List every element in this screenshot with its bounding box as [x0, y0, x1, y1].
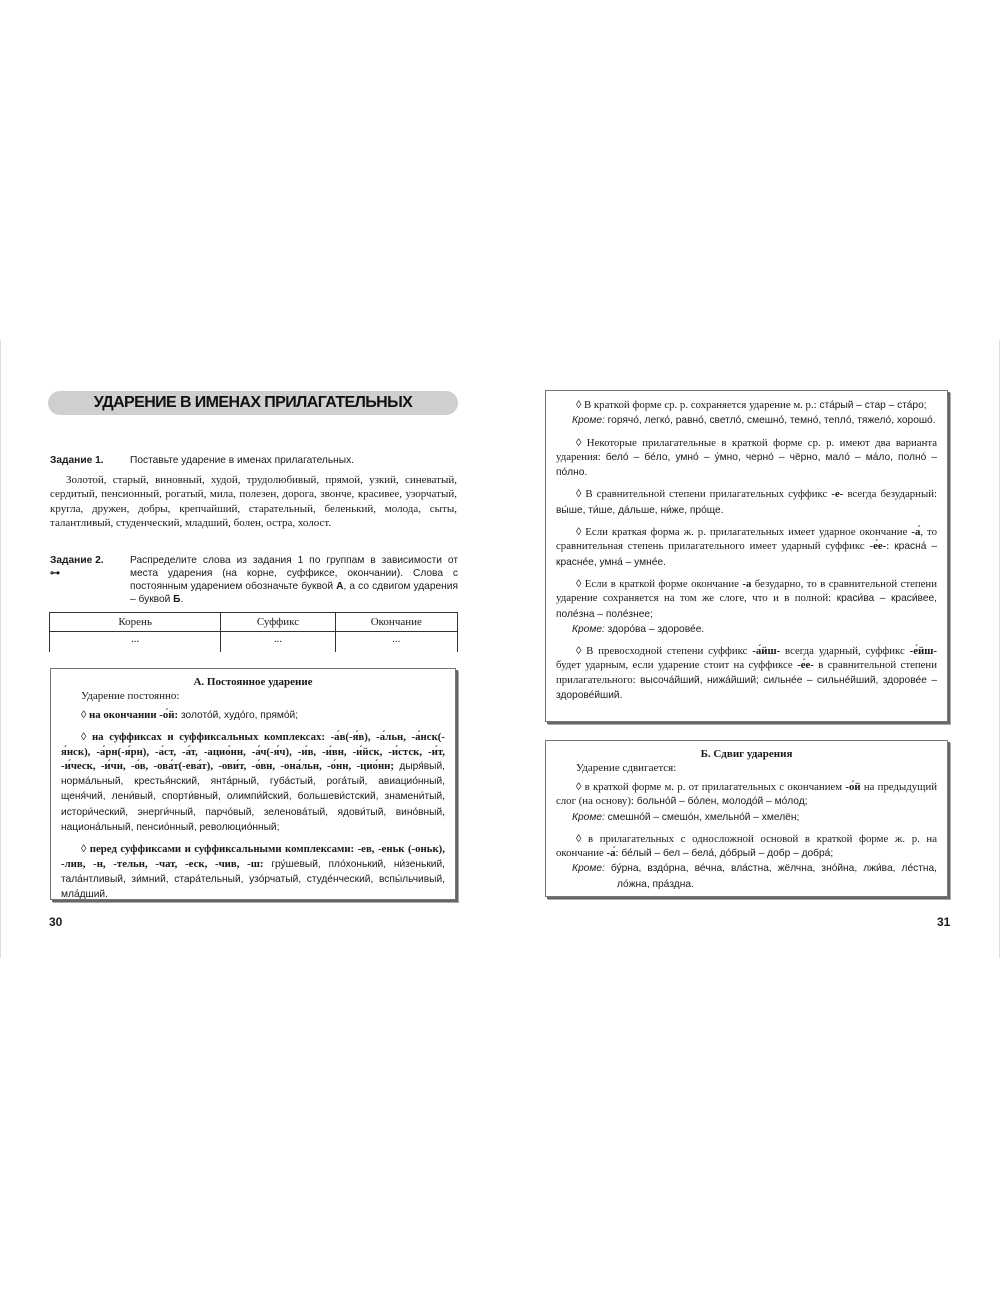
- rule-paragraph: [556, 644, 937, 703]
- task-2-instruction: [130, 554, 458, 606]
- rule-text: -о́й: [845, 781, 861, 793]
- instruction-text: , а со сдвигом ударения – буквой: [130, 581, 458, 605]
- letter-b: Б: [173, 594, 181, 605]
- page-number: 31: [937, 915, 951, 929]
- rule-text: перед суффиксами и суффиксальными комплексами: -ев, -еньк (-оньк), -лив, -н, -тельн, -чат, -еск, -чив, -ш:: [61, 843, 445, 870]
- table-header: Суффикс: [221, 613, 335, 632]
- rule-paragraph: [61, 842, 445, 902]
- task-1: [50, 454, 458, 467]
- rule-paragraph: [61, 708, 445, 723]
- exception-label: Кроме:: [572, 623, 605, 635]
- box-intro: Ударение сдвигается:: [576, 762, 677, 774]
- table-header: Корень: [50, 613, 221, 632]
- example-words: здоро́ва – здорове́е.: [604, 623, 705, 635]
- example-words: золото́й, худо́го, прямо́й;: [178, 710, 299, 721]
- example-words: гру́шевый, пло́хонький, ни́зенький, тала́нтливый, зи́мний, стара́тельный, узо́рчатый, студе́нческий, вспы́льчивый, мла́дший.: [61, 858, 445, 901]
- rule-paragraph: [556, 398, 937, 413]
- rule-text: -е-: [831, 488, 844, 501]
- rule-text: на окончании -о́й:: [89, 709, 179, 721]
- example-words: бело́ – бе́ло, умно́ – у́мно, черно́ – чёрно, мало́ – ма́ло, полно́ – по́лно.: [556, 451, 937, 479]
- box-title: Б. Сдвиг ударения: [700, 748, 793, 760]
- exception-text: [572, 861, 937, 892]
- rule-paragraph: [61, 730, 445, 835]
- box-constant-stress-continued: [545, 390, 948, 722]
- example-words: смешно́й – смешо́н, хмельно́й – хмелён;: [604, 811, 800, 823]
- instruction-text: Распределите слова из задания 1 по группам в зависимости от места ударения (на корне, суффиксе, окончании). Слова с постоянным ударением обозначьте буквой: [130, 555, 458, 592]
- rule-text: ◊ В превосходной степени суффикс: [576, 645, 753, 658]
- instruction-text: .: [180, 594, 184, 605]
- example-words: вы́ше, ти́ше, да́льше, ни́же, про́ще.: [556, 504, 724, 516]
- rule-text: ◊ В краткой форме ср. р. сохраняется ударение м. р.:: [576, 399, 817, 411]
- rule-text: -е́йш-: [909, 645, 937, 658]
- task-1-label: Задание 1.: [50, 455, 104, 466]
- example-words: дыря́вый, норма́льный, крестья́нский, янта́рный, губа́стый, рога́тый, авиацио́нный, щеня́чий, лени́вый, спорти́вный, олимпи́йский, большеви́стский, знамени́тый, истори́ческий, энерги́чный, парчо́вый, зеленова́тый, ядови́тый, вино́вный, национа́льный, пенсио́нный, революцио́нный;: [61, 760, 446, 834]
- rule-text: ◊ Если краткая форма ж. р. прилагательных имеет ударное окончание: [576, 526, 912, 539]
- rule-paragraph: [556, 436, 937, 481]
- rule-paragraph: [556, 487, 937, 518]
- rule-text: ◊ Некоторые прилагательные в краткой форме ср. р. имеют два варианта ударения:: [556, 436, 937, 463]
- rule-text: на предыдущий слог (на основу):: [556, 781, 938, 808]
- rule-paragraph: [556, 577, 937, 622]
- table-header: Окончание: [335, 613, 457, 632]
- exception-paragraph: [556, 810, 937, 825]
- rule-paragraph: [556, 525, 937, 570]
- rule-text: -а́: [911, 526, 921, 539]
- exception-label: Кроме:: [572, 811, 605, 823]
- letter-a: А: [336, 581, 344, 592]
- example-words: ста́рый – стар – ста́ро;: [816, 400, 927, 411]
- exception-text: [572, 810, 937, 825]
- example-words: бе́лый – бел – бела́, до́брый – добр – добра́;: [618, 848, 834, 860]
- rule-text: -е́е-: [869, 540, 887, 553]
- exception-text: [572, 622, 937, 637]
- rule-text: безударно, то в сравнительной степени ударение сохраняется на том же слоге, что и в полной:: [556, 577, 937, 605]
- rule-text: -е́е-: [797, 659, 814, 672]
- rule-paragraph: [556, 832, 937, 862]
- rule-text: ◊ Если в краткой форме окончание: [576, 577, 743, 590]
- rule-list: [61, 708, 445, 903]
- rule-text: -а́: [606, 847, 616, 860]
- rule-paragraph: [556, 780, 937, 810]
- rule-text: в сравнительной степени прилагательного:: [556, 659, 937, 686]
- rule-text: ◊: [81, 709, 90, 721]
- rule-text: -а́йш-: [752, 645, 781, 658]
- example-words: высоча́йший, нижа́йший; сильне́е – сильне́йший, здорове́е – здорове́йший.: [556, 674, 937, 702]
- rule-text: -а: [742, 577, 752, 590]
- table-cell: ...: [335, 632, 457, 653]
- task-2-label: Задание 2.: [50, 555, 104, 566]
- rule-text: , то сравнительная степень прилагательного имеет ударный суффикс: [556, 526, 938, 553]
- exception-paragraph: [556, 861, 937, 892]
- rule-text: ◊ в краткой форме м. р. от прилагательных с окончанием: [576, 781, 846, 793]
- task-1-instruction: Поставьте ударение в именах прилагательных.: [130, 455, 355, 466]
- rule-text: ◊ в прилагательных с односложной основой в краткой форме ж. р. на окончание: [556, 832, 937, 860]
- rule-text: :: [886, 540, 890, 553]
- rule-list: [556, 398, 937, 703]
- rule-text: :: [615, 847, 619, 860]
- example-words: красна́ – красне́е, умна́ – умне́е.: [556, 541, 937, 568]
- exception-label: Кроме:: [572, 415, 605, 427]
- rule-text: всегда ударный, суффикс: [780, 645, 910, 658]
- rule-text: будет ударным, если ударение стоит на суффиксе: [556, 659, 798, 672]
- task-1-words: Золотой, старый, виновный, худой, трудолюбивый, прямой, узкий, синеватый, сердитый, пенсионный, рогатый, мила, полезен, дорога, звонче, красивее, узорчатый, кругла, дружен, добры, крепчайший, старательный, беленький, молода, сыты, талантливый, студенческий, младший, болен, остра, холост.: [50, 474, 457, 530]
- exception-paragraph: [556, 413, 937, 428]
- rule-text: ◊: [81, 731, 92, 744]
- box-title: А. Постоянное ударение: [193, 676, 313, 688]
- rule-text: ◊ В сравнительной степени прилагательных суффикс: [576, 488, 832, 501]
- answer-table: [49, 612, 458, 652]
- key-icon: ⊶: [50, 568, 60, 579]
- exception-paragraph: [556, 622, 937, 637]
- task-2: [50, 554, 458, 606]
- table-cell: ...: [221, 632, 335, 653]
- table-cell: ...: [50, 632, 221, 653]
- box-constant-stress: [50, 668, 456, 900]
- exception-text: [572, 413, 937, 428]
- rule-text: ◊: [81, 843, 90, 856]
- rule-list: [556, 780, 937, 892]
- example-words: горячо́, легко́, равно́, светло́, смешно́, темно́, тепло́, тяжело́, хорошо́.: [604, 415, 936, 427]
- section-title: УДАРЕНИЕ В ИМЕНАХ ПРИЛАГАТЕЛЬНЫХ: [48, 391, 458, 415]
- box-stress-shift: [545, 740, 948, 897]
- page-number: 30: [49, 915, 63, 929]
- rule-text: на суффиксах и суффиксальных комплексах: -а́в(-я́в), -а́льн, -а́нск(-я́нск), -а́рн(-я́рн), -а́ст, -а́т, -ацио́нн, -а́ч(-я́ч), -и́в, -и́вн, -и́йск, -и́стск, -и́т, -и́ческ, -и́чн, -о́в, -ова́т(-ева́т), -ови́т, -о́вн, -она́льн, -о́нн, -цио́нн;: [61, 731, 445, 772]
- rule-text: всегда безударный:: [843, 488, 937, 501]
- example-words: больно́й – бо́лен, молодо́й – мо́лод;: [633, 796, 808, 808]
- example-words: бу́рна, вздо́рна, ве́чна, вла́стна, жёлчна, зно́йна, лжи́ва, ле́стна, ло́жна, пра́здна.: [604, 863, 937, 890]
- box-intro: Ударение постоянно:: [81, 690, 180, 702]
- page-edge-left: [0, 340, 1, 958]
- exception-label: Кроме:: [572, 863, 605, 875]
- example-words: краси́ва – краси́вее, поле́зна – поле́знее;: [556, 593, 937, 620]
